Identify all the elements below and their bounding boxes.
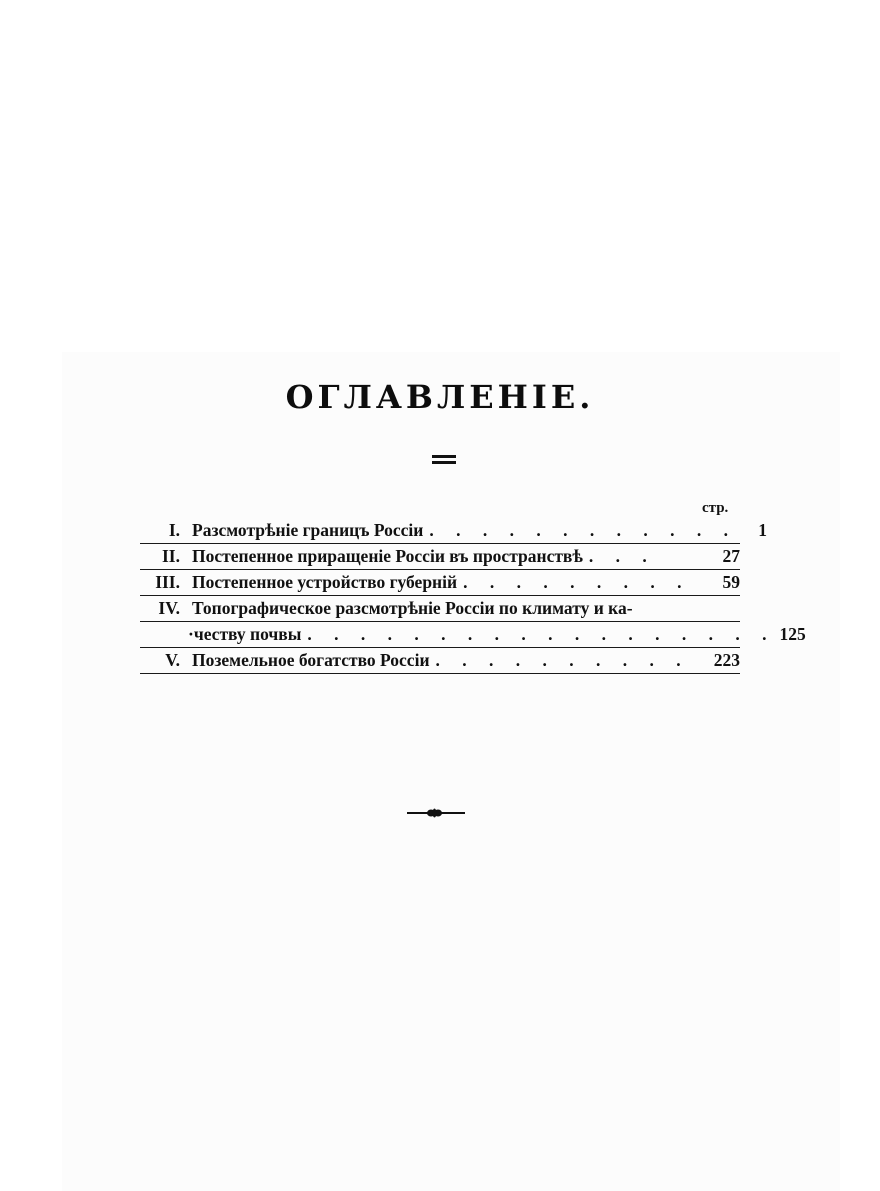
toc-entry bbox=[140, 596, 740, 622]
toc-entry-page: 223 bbox=[713, 650, 740, 670]
toc-entry bbox=[140, 544, 740, 570]
title-double-rule bbox=[432, 455, 456, 464]
toc-entry-number: III. bbox=[155, 572, 180, 592]
page-column-label: стр. bbox=[702, 500, 729, 516]
paper-sheet bbox=[62, 352, 840, 1191]
table-of-contents bbox=[140, 518, 806, 674]
toc-entry bbox=[140, 518, 767, 544]
toc-entry-page: 125 bbox=[779, 624, 806, 644]
toc-entry-page: 27 bbox=[722, 546, 740, 566]
toc-entry-page: 1 bbox=[758, 520, 767, 540]
toc-entry bbox=[140, 570, 740, 596]
toc-entry bbox=[140, 648, 740, 674]
toc-entry-title: Постепенное приращенiе Россiи въ пространствѣ bbox=[192, 546, 583, 566]
toc-entry-number: I. bbox=[168, 520, 180, 540]
toc-entry-title: Разсмотрѣнiе границъ Россiи bbox=[192, 520, 424, 540]
toc-entry-title: Поземельное богатство Россiи bbox=[192, 650, 430, 670]
toc-entry-page: 59 bbox=[722, 572, 740, 592]
toc-entry-page bbox=[710, 596, 740, 621]
toc-entry-number: IV. bbox=[158, 598, 180, 618]
toc-entry-title: Постепенное устройство губернiй bbox=[192, 572, 458, 592]
toc-entry-number: V. bbox=[165, 650, 180, 670]
toc-entry-leader: . . . . . . . . . bbox=[463, 572, 691, 592]
toc-entry-title: Топографическое разсмотрѣнiе Россiи по климату и ка- bbox=[192, 598, 633, 618]
page-title: ОГЛАВЛЕНIЕ. bbox=[285, 378, 595, 416]
toc-entry-continuation bbox=[140, 622, 806, 648]
toc-entry-leader: . . . . . . . . . . . . . . . . . . bbox=[307, 624, 776, 644]
toc-entry-leader: . . . bbox=[588, 546, 656, 566]
toc-entry-number: II. bbox=[162, 546, 180, 566]
toc-entry-leader: . . . . . . . . . . bbox=[435, 650, 690, 670]
toc-entry-leader: . . . . . . . . . . . . bbox=[429, 520, 737, 540]
toc-entry-title: ·честву почвы bbox=[188, 624, 302, 644]
ornament-divider-icon bbox=[407, 806, 465, 820]
toc-entry-leader bbox=[633, 596, 710, 621]
